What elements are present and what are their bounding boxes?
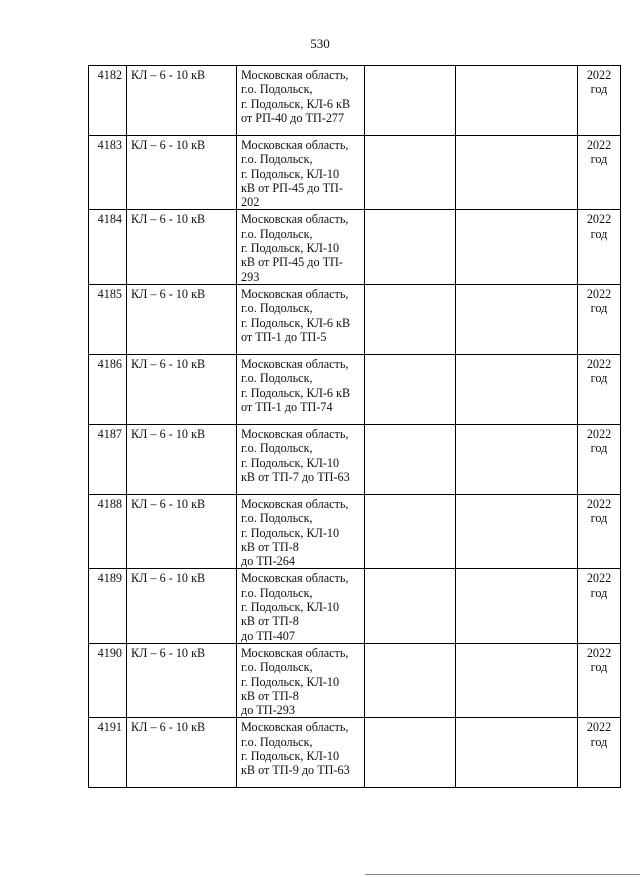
table-row bbox=[89, 494, 621, 568]
year-line: 2022 bbox=[586, 212, 612, 227]
location-line: Московская область, bbox=[241, 496, 349, 511]
object-type: КЛ – 6 - 10 кВ bbox=[127, 136, 237, 210]
empty-cell bbox=[365, 284, 456, 354]
location-line: г.о. Подольск, bbox=[241, 511, 313, 526]
location-line: г.о. Подольск, bbox=[241, 660, 313, 675]
year-line: год bbox=[590, 82, 608, 97]
location-line: Московская область, bbox=[241, 212, 349, 227]
year-line: год bbox=[590, 585, 608, 600]
empty-cell bbox=[456, 284, 578, 354]
registry-table-body bbox=[89, 66, 621, 788]
object-location bbox=[237, 66, 365, 136]
year-line: год bbox=[590, 734, 608, 749]
year-line: 2022 bbox=[586, 645, 612, 660]
location-line: 293 bbox=[241, 269, 260, 284]
row-number: 4184 bbox=[89, 210, 127, 284]
row-number: 4187 bbox=[89, 424, 127, 494]
row-number: 4183 bbox=[89, 136, 127, 210]
footer-divider bbox=[365, 874, 640, 875]
completion-year bbox=[578, 643, 621, 717]
year-line: 2022 bbox=[586, 720, 612, 735]
empty-cell bbox=[456, 718, 578, 788]
location-line: г. Подольск, КЛ-10 bbox=[241, 455, 340, 470]
location-line: кВ от РП-45 до ТП- bbox=[241, 255, 343, 270]
empty-cell bbox=[365, 718, 456, 788]
location-line: кВ от ТП-8 bbox=[241, 614, 299, 629]
row-number: 4191 bbox=[89, 718, 127, 788]
location-line: Московская область, bbox=[241, 645, 349, 660]
registry-table bbox=[88, 65, 621, 788]
object-type: КЛ – 6 - 10 кВ bbox=[127, 424, 237, 494]
empty-cell bbox=[365, 494, 456, 568]
empty-cell bbox=[365, 210, 456, 284]
table-row bbox=[89, 643, 621, 717]
row-number: 4186 bbox=[89, 354, 127, 424]
row-number: 4190 bbox=[89, 643, 127, 717]
year-line: 2022 bbox=[586, 496, 612, 511]
location-line: кВ от ТП-7 до ТП-63 bbox=[241, 469, 350, 484]
location-line: г.о. Подольск, bbox=[241, 82, 313, 97]
object-type: КЛ – 6 - 10 кВ bbox=[127, 284, 237, 354]
table-row bbox=[89, 569, 621, 643]
location-line: до ТП-264 bbox=[241, 554, 295, 569]
location-line: Московская область, bbox=[241, 68, 349, 82]
empty-cell bbox=[365, 569, 456, 643]
object-type: КЛ – 6 - 10 кВ bbox=[127, 210, 237, 284]
empty-cell bbox=[365, 136, 456, 210]
empty-cell bbox=[365, 643, 456, 717]
location-line: г. Подольск, КЛ-10 bbox=[241, 525, 340, 540]
empty-cell bbox=[456, 494, 578, 568]
empty-cell bbox=[456, 354, 578, 424]
object-type: КЛ – 6 - 10 кВ bbox=[127, 718, 237, 788]
year-line: 2022 bbox=[586, 426, 612, 441]
location-line: г. Подольск, КЛ-10 bbox=[241, 749, 340, 764]
object-location bbox=[237, 643, 365, 717]
completion-year bbox=[578, 284, 621, 354]
location-line: кВ от ТП-8 bbox=[241, 539, 299, 554]
year-line: год bbox=[590, 511, 608, 526]
table-row bbox=[89, 284, 621, 354]
object-type: КЛ – 6 - 10 кВ bbox=[127, 643, 237, 717]
completion-year bbox=[578, 718, 621, 788]
completion-year bbox=[578, 66, 621, 136]
location-line: до ТП-293 bbox=[241, 703, 295, 718]
year-line: 2022 bbox=[586, 571, 612, 586]
year-line: год bbox=[590, 441, 608, 456]
location-line: г.о. Подольск, bbox=[241, 152, 313, 167]
location-line: Московская область, bbox=[241, 356, 349, 371]
empty-cell bbox=[456, 136, 578, 210]
location-line: г.о. Подольск, bbox=[241, 585, 313, 600]
table-row bbox=[89, 718, 621, 788]
object-location bbox=[237, 569, 365, 643]
year-line: 2022 bbox=[586, 68, 612, 82]
object-location bbox=[237, 284, 365, 354]
empty-cell bbox=[456, 424, 578, 494]
location-line: г. Подольск, КЛ-6 кВ bbox=[241, 385, 351, 400]
location-line: г.о. Подольск, bbox=[241, 226, 313, 241]
table-row bbox=[89, 424, 621, 494]
location-line: от РП-40 до ТП-277 bbox=[241, 110, 345, 125]
location-line: г.о. Подольск, bbox=[241, 734, 313, 749]
location-line: кВ от ТП-8 bbox=[241, 688, 299, 703]
year-line: год bbox=[590, 301, 608, 316]
year-line: 2022 bbox=[586, 286, 612, 301]
completion-year bbox=[578, 424, 621, 494]
object-location bbox=[237, 136, 365, 210]
object-location bbox=[237, 210, 365, 284]
location-line: г. Подольск, КЛ-10 bbox=[241, 674, 340, 689]
location-line: г. Подольск, КЛ-10 bbox=[241, 166, 340, 181]
empty-cell bbox=[365, 66, 456, 136]
year-line: 2022 bbox=[586, 356, 612, 371]
row-number: 4188 bbox=[89, 494, 127, 568]
year-line: год bbox=[590, 152, 608, 167]
location-line: г.о. Подольск, bbox=[241, 301, 313, 316]
year-line: год bbox=[590, 226, 608, 241]
object-location bbox=[237, 424, 365, 494]
completion-year bbox=[578, 494, 621, 568]
location-line: 202 bbox=[241, 195, 260, 210]
location-line: Московская область, bbox=[241, 138, 349, 152]
year-line: год bbox=[590, 660, 608, 675]
object-type: КЛ – 6 - 10 кВ bbox=[127, 569, 237, 643]
location-line: г.о. Подольск, bbox=[241, 371, 313, 386]
page-number: 530 bbox=[310, 36, 330, 51]
empty-cell bbox=[365, 354, 456, 424]
row-number: 4182 bbox=[89, 66, 127, 136]
location-line: Московская область, bbox=[241, 426, 349, 441]
empty-cell bbox=[456, 569, 578, 643]
year-line: 2022 bbox=[586, 138, 612, 152]
object-type: КЛ – 6 - 10 кВ bbox=[127, 354, 237, 424]
location-line: от ТП-1 до ТП-74 bbox=[241, 399, 333, 414]
table-row bbox=[89, 136, 621, 210]
location-line: от ТП-1 до ТП-5 bbox=[241, 329, 327, 344]
completion-year bbox=[578, 354, 621, 424]
empty-cell bbox=[456, 643, 578, 717]
object-location bbox=[237, 718, 365, 788]
location-line: кВ от РП-45 до ТП- bbox=[241, 180, 343, 195]
empty-cell bbox=[456, 66, 578, 136]
location-line: до ТП-407 bbox=[241, 628, 295, 643]
table-row bbox=[89, 354, 621, 424]
location-line: кВ от ТП-9 до ТП-63 bbox=[241, 763, 350, 778]
object-location bbox=[237, 494, 365, 568]
location-line: Московская область, bbox=[241, 571, 349, 586]
row-number: 4185 bbox=[89, 284, 127, 354]
location-line: г.о. Подольск, bbox=[241, 441, 313, 456]
year-line: год bbox=[590, 371, 608, 386]
table-row bbox=[89, 210, 621, 284]
empty-cell bbox=[365, 424, 456, 494]
table-row bbox=[89, 66, 621, 136]
location-line: Московская область, bbox=[241, 286, 349, 301]
completion-year bbox=[578, 569, 621, 643]
completion-year bbox=[578, 136, 621, 210]
object-location bbox=[237, 354, 365, 424]
location-line: г. Подольск, КЛ-6 кВ bbox=[241, 96, 351, 111]
location-line: г. Подольск, КЛ-10 bbox=[241, 241, 340, 256]
location-line: г. Подольск, КЛ-10 bbox=[241, 600, 340, 615]
object-type: КЛ – 6 - 10 кВ bbox=[127, 66, 237, 136]
location-line: г. Подольск, КЛ-6 кВ bbox=[241, 315, 351, 330]
row-number: 4189 bbox=[89, 569, 127, 643]
completion-year bbox=[578, 210, 621, 284]
location-line: Московская область, bbox=[241, 720, 349, 735]
object-type: КЛ – 6 - 10 кВ bbox=[127, 494, 237, 568]
empty-cell bbox=[456, 210, 578, 284]
